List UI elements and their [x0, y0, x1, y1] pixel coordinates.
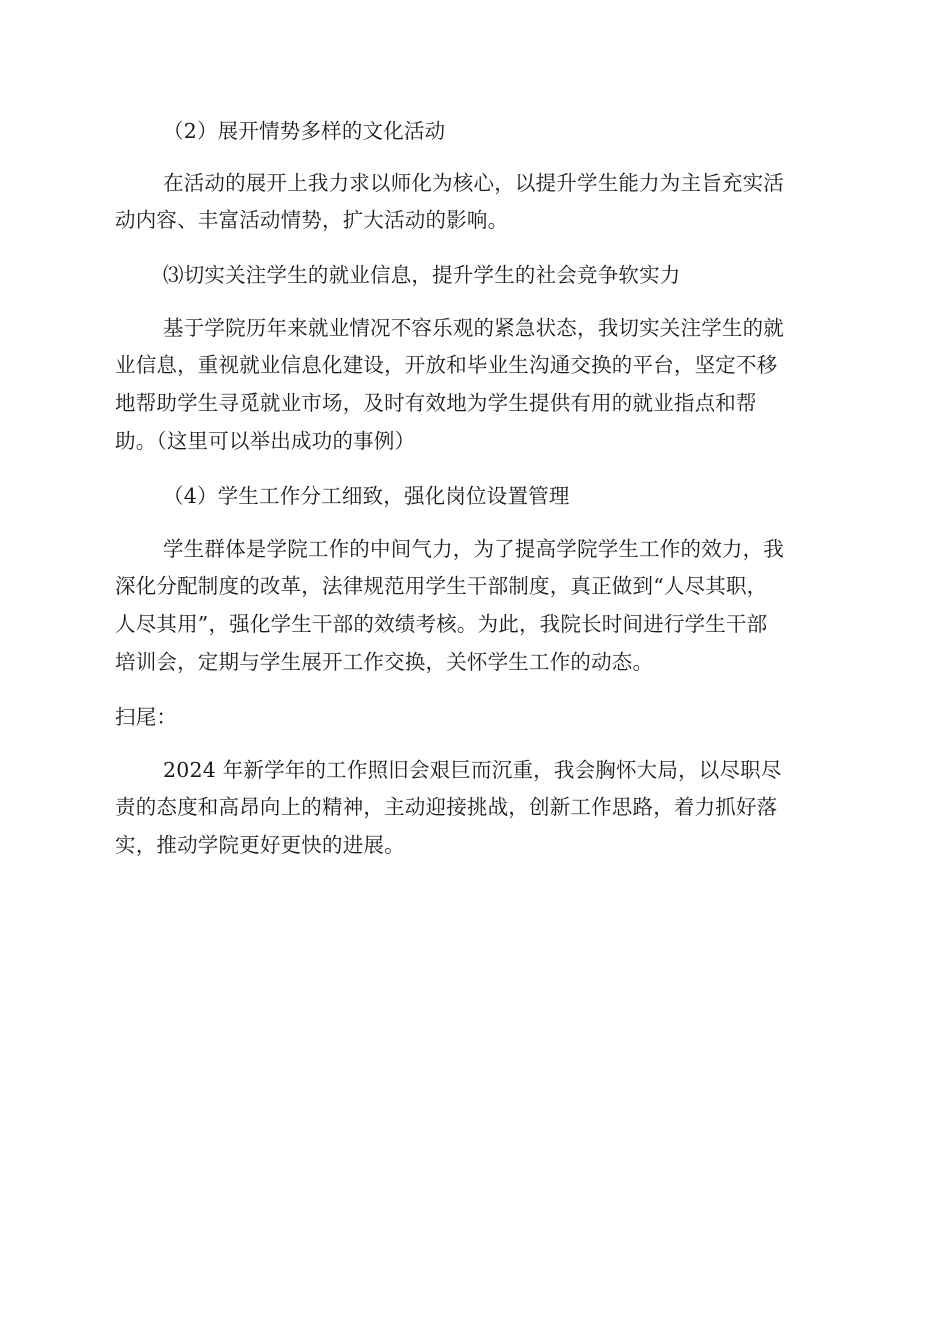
paragraph-4-line-4: 培训会，定期与学生展开工作交换，关怀学生工作的动态。 [115, 650, 654, 674]
paragraph-2-line-2: 动内容、丰富活动情势，扩大活动的影响。 [115, 208, 509, 232]
paragraph-3-line-3: 地帮助学生寻觅就业市场，及时有效地为学生提供有用的就业指点和帮 [115, 391, 757, 415]
closing-label: 扫尾： [115, 705, 178, 729]
section-heading-3: ⑶切实关注学生的就业信息，提升学生的社会竞争软实力 [163, 263, 681, 287]
paragraph-2-line-1: 在活动的展开上我力求以师化为核心，以提升学生能力为主旨充实活 [163, 171, 784, 195]
closing-paragraph-line-2: 责的态度和高昂向上的精神，主动迎接挑战，创新工作思路，着力抓好落 [115, 795, 778, 819]
paragraph-3-line-1: 基于学院历年来就业情况不容乐观的紧急状态，我切实关注学生的就 [163, 316, 784, 340]
section-heading-2: （2）展开情势多样的文化活动 [163, 119, 446, 143]
closing-paragraph-line-3: 实，推动学院更好更快的进展。 [115, 833, 405, 857]
paragraph-3-line-4: 助。（这里可以举出成功的事例） [115, 429, 416, 453]
paragraph-4-line-3: 人尽其用”，强化学生干部的效绩考核。为此，我院长时间进行学生干部 [115, 612, 768, 636]
paragraph-4-line-1: 学生群体是学院工作的中间气力，为了提高学院学生工作的效力，我 [163, 537, 784, 561]
closing-paragraph-line-1: 2024 年新学年的工作照旧会艰巨而沉重，我会胸怀大局，以尽职尽 [163, 758, 782, 782]
paragraph-4-line-2: 深化分配制度的改革，法律规范用学生干部制度，真正做到“人尽其职， [115, 574, 768, 598]
section-heading-4: （4）学生工作分工细致，强化岗位设置管理 [163, 484, 570, 508]
paragraph-3-line-2: 业信息，重视就业信息化建设，开放和毕业生沟通交换的平台，坚定不移 [115, 353, 778, 377]
